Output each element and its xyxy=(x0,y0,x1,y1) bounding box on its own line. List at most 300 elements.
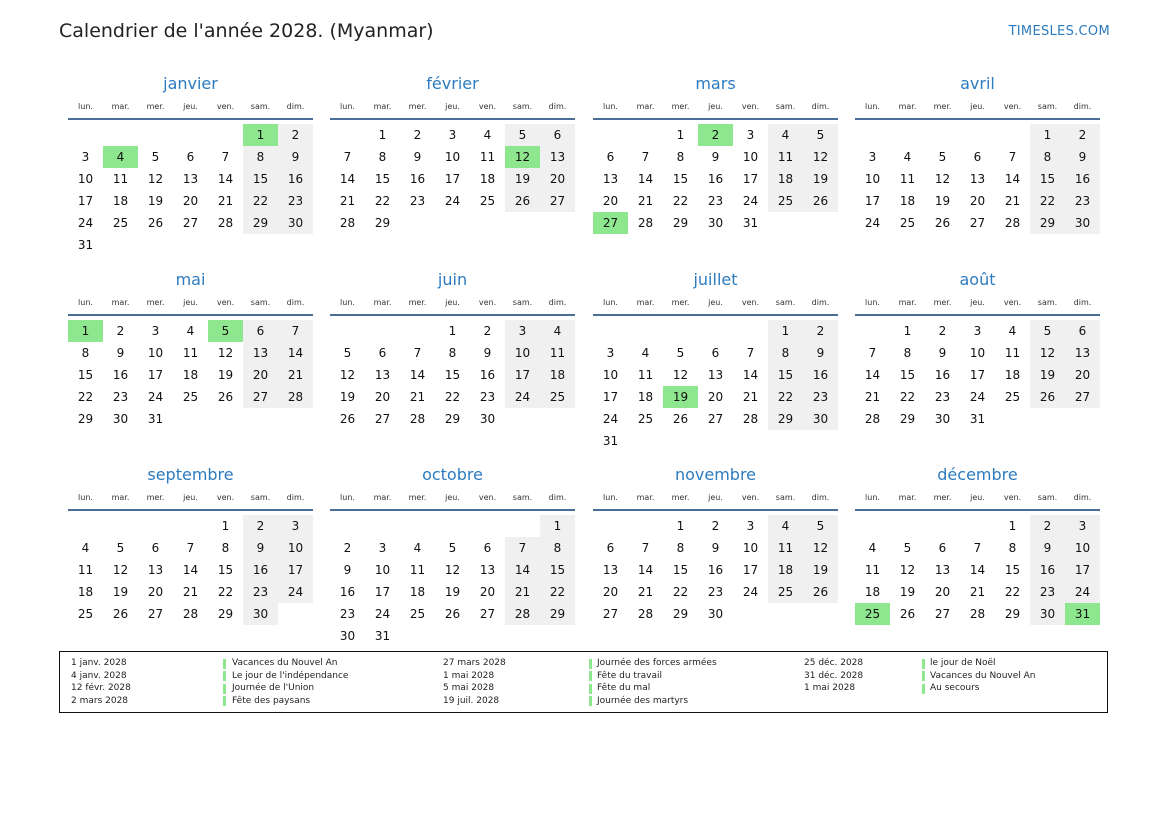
day-cell: 5 xyxy=(116,541,125,555)
page-title: Calendrier de l'année 2028. (Myanmar) xyxy=(59,20,434,42)
day-cell: 27 xyxy=(479,607,496,621)
weekday-label: dim. xyxy=(548,493,567,502)
day-cell: 17 xyxy=(864,194,881,208)
weekday-header xyxy=(68,493,313,507)
day-cell: 13 xyxy=(540,146,575,168)
day-cell: 9 xyxy=(1065,146,1100,168)
weekday-label: mar. xyxy=(636,298,655,307)
day-cell: 30 xyxy=(803,408,838,430)
day-cell: 10 xyxy=(147,346,164,360)
weekday-label: ven. xyxy=(1003,102,1022,111)
holiday-date: 12 févr. 2028 xyxy=(71,683,131,693)
weekday-label: jeu. xyxy=(445,493,460,502)
holiday-date: 31 déc. 2028 xyxy=(804,670,864,681)
weekday-label: ven. xyxy=(741,298,760,307)
day-cell: 3 xyxy=(81,150,90,164)
day-cell: 3 xyxy=(1065,515,1100,537)
day-cell: 18 xyxy=(864,585,881,599)
day-cell: 14 xyxy=(637,563,654,577)
weekday-label: dim. xyxy=(286,298,305,307)
weekday-label: ven. xyxy=(741,102,760,111)
weekday-label: lun. xyxy=(78,102,93,111)
day-cell: 16 xyxy=(339,585,356,599)
day-cell: 9 xyxy=(1030,537,1065,559)
day-cell: 13 xyxy=(602,172,619,186)
day-cell: 20 xyxy=(602,585,619,599)
day-cell: 21 xyxy=(969,585,986,599)
weekday-label: dim. xyxy=(1073,298,1092,307)
weekday-label: dim. xyxy=(811,102,830,111)
day-cell: 17 xyxy=(505,364,540,386)
day-cell: 26 xyxy=(217,390,234,404)
holiday-day-cell: 27 xyxy=(593,212,628,234)
holiday-day-cell: 12 xyxy=(505,146,540,168)
day-cell: 19 xyxy=(803,559,838,581)
day-cell: 4 xyxy=(81,541,90,555)
day-cell: 9 xyxy=(711,150,720,164)
weekday-label: lun. xyxy=(78,493,93,502)
day-cell: 12 xyxy=(803,537,838,559)
weekday-label: sam. xyxy=(775,493,796,502)
holiday-date: 25 déc. 2028 xyxy=(804,658,864,668)
weekday-label: ven. xyxy=(216,298,235,307)
weekday-label: mar. xyxy=(111,298,130,307)
day-cell: 4 xyxy=(903,150,912,164)
weekday-header xyxy=(593,298,838,312)
day-cell: 7 xyxy=(505,537,540,559)
site-link[interactable]: TIMESLES.COM xyxy=(1008,24,1110,39)
weekday-label: mar. xyxy=(111,493,130,502)
day-cell: 6 xyxy=(186,150,195,164)
holiday-day-cell: 19 xyxy=(663,386,698,408)
day-cell: 20 xyxy=(243,364,278,386)
day-cell: 8 xyxy=(221,541,230,555)
weekday-label: dim. xyxy=(1073,102,1092,111)
holiday-name: Journée de l'Union xyxy=(232,683,315,693)
day-cell: 13 xyxy=(707,368,724,382)
day-cell: 22 xyxy=(768,386,803,408)
weekday-label: mer. xyxy=(933,102,952,111)
weekday-header xyxy=(855,493,1100,507)
day-cell: 10 xyxy=(969,346,986,360)
day-cell: 20 xyxy=(707,390,724,404)
day-cell: 11 xyxy=(864,563,881,577)
day-cell: 18 xyxy=(899,194,916,208)
day-cell: 19 xyxy=(339,390,356,404)
day-cell: 6 xyxy=(151,541,160,555)
weekday-label: jeu. xyxy=(970,102,985,111)
holiday-marker xyxy=(589,696,592,706)
weekday-label: lun. xyxy=(340,493,355,502)
day-cell: 8 xyxy=(1030,146,1065,168)
day-cell: 8 xyxy=(243,146,278,168)
weekday-label: sam. xyxy=(250,493,271,502)
day-cell: 23 xyxy=(409,194,426,208)
day-cell: 5 xyxy=(803,124,838,146)
holiday-name: le jour de Noël xyxy=(930,658,996,668)
day-cell: 25 xyxy=(768,581,803,603)
holiday-marker xyxy=(223,671,226,681)
holiday-marker xyxy=(589,671,592,681)
day-cell: 24 xyxy=(969,390,986,404)
day-cell: 9 xyxy=(343,563,352,577)
month-name: avril xyxy=(960,74,995,93)
day-cell: 26 xyxy=(147,216,164,230)
month-name: septembre xyxy=(147,465,234,484)
holiday-day-cell: 5 xyxy=(208,320,243,342)
day-cell: 16 xyxy=(479,368,496,382)
day-cell: 23 xyxy=(707,194,724,208)
holiday-day-cell: 1 xyxy=(68,320,103,342)
day-cell: 27 xyxy=(540,190,575,212)
day-cell: 8 xyxy=(540,537,575,559)
day-cell: 3 xyxy=(746,128,755,142)
day-cell: 28 xyxy=(637,216,654,230)
day-cell: 28 xyxy=(864,412,881,426)
holiday-day-cell: 2 xyxy=(698,124,733,146)
day-cell: 6 xyxy=(378,346,387,360)
day-cell: 26 xyxy=(444,607,461,621)
day-cell: 25 xyxy=(768,190,803,212)
day-cell: 8 xyxy=(378,150,387,164)
day-cell: 28 xyxy=(182,607,199,621)
day-cell: 26 xyxy=(339,412,356,426)
day-cell: 16 xyxy=(707,172,724,186)
day-cell: 21 xyxy=(637,194,654,208)
day-cell: 30 xyxy=(278,212,313,234)
day-cell: 23 xyxy=(803,386,838,408)
day-cell: 2 xyxy=(1030,515,1065,537)
day-cell: 7 xyxy=(1008,150,1017,164)
day-cell: 29 xyxy=(444,412,461,426)
day-cell: 11 xyxy=(1004,346,1021,360)
day-cell: 21 xyxy=(505,581,540,603)
day-cell: 10 xyxy=(505,342,540,364)
day-cell: 15 xyxy=(217,563,234,577)
day-cell: 25 xyxy=(77,607,94,621)
day-cell: 27 xyxy=(602,607,619,621)
day-cell: 24 xyxy=(77,216,94,230)
holiday-date: 1 mai 2028 xyxy=(443,670,495,681)
weekday-label: sam. xyxy=(512,298,533,307)
day-cell: 28 xyxy=(278,386,313,408)
day-cell: 26 xyxy=(934,216,951,230)
holiday-day-cell: 4 xyxy=(103,146,138,168)
day-cell: 6 xyxy=(606,150,615,164)
day-cell: 29 xyxy=(540,603,575,625)
weekday-label: ven. xyxy=(478,102,497,111)
month-name: décembre xyxy=(937,465,1018,484)
day-cell: 12 xyxy=(112,563,129,577)
weekday-label: ven. xyxy=(478,298,497,307)
day-cell: 8 xyxy=(903,346,912,360)
day-cell: 18 xyxy=(1004,368,1021,382)
day-cell: 7 xyxy=(221,150,230,164)
day-cell: 13 xyxy=(374,368,391,382)
day-cell: 8 xyxy=(768,342,803,364)
header-divider xyxy=(593,118,838,120)
day-cell: 22 xyxy=(217,585,234,599)
holiday-name: Journée des martyrs xyxy=(597,695,689,706)
weekday-label: mar. xyxy=(373,298,392,307)
day-cell: 27 xyxy=(707,412,724,426)
day-cell: 4 xyxy=(768,515,803,537)
day-cell: 31 xyxy=(969,412,986,426)
month-name: octobre xyxy=(422,465,483,484)
day-cell: 11 xyxy=(479,150,496,164)
month-name: juillet xyxy=(693,270,738,289)
day-cell: 1 xyxy=(1008,519,1017,533)
day-cell: 24 xyxy=(1065,581,1100,603)
day-cell: 23 xyxy=(339,607,356,621)
weekday-label: mer. xyxy=(146,102,165,111)
day-cell: 23 xyxy=(1030,581,1065,603)
holiday-day-cell: 25 xyxy=(855,603,890,625)
day-cell: 7 xyxy=(868,346,877,360)
day-cell: 14 xyxy=(1004,172,1021,186)
weekday-label: mar. xyxy=(898,493,917,502)
day-cell: 24 xyxy=(864,216,881,230)
weekday-label: ven. xyxy=(216,102,235,111)
holiday-marker xyxy=(223,659,226,669)
month-name: mai xyxy=(175,270,206,289)
day-cell: 3 xyxy=(278,515,313,537)
day-cell: 11 xyxy=(409,563,426,577)
weekday-header xyxy=(330,493,575,507)
day-cell: 16 xyxy=(1030,559,1065,581)
day-cell: 29 xyxy=(1030,212,1065,234)
weekday-label: jeu. xyxy=(445,298,460,307)
day-cell: 20 xyxy=(602,194,619,208)
day-cell: 24 xyxy=(742,585,759,599)
day-cell: 28 xyxy=(1004,216,1021,230)
day-cell: 19 xyxy=(1030,364,1065,386)
day-cell: 10 xyxy=(444,150,461,164)
weekday-label: mar. xyxy=(373,493,392,502)
header-divider xyxy=(68,118,313,120)
day-cell: 11 xyxy=(112,172,129,186)
day-cell: 23 xyxy=(278,190,313,212)
day-cell: 5 xyxy=(343,346,352,360)
day-cell: 25 xyxy=(112,216,129,230)
weekday-label: ven. xyxy=(216,493,235,502)
day-cell: 22 xyxy=(1004,585,1021,599)
day-cell: 2 xyxy=(278,124,313,146)
day-cell: 14 xyxy=(637,172,654,186)
weekday-label: mar. xyxy=(636,102,655,111)
day-cell: 25 xyxy=(899,216,916,230)
day-cell: 10 xyxy=(374,563,391,577)
day-cell: 27 xyxy=(182,216,199,230)
day-cell: 21 xyxy=(864,390,881,404)
header-divider xyxy=(593,314,838,316)
day-cell: 29 xyxy=(899,412,916,426)
day-cell: 6 xyxy=(1065,320,1100,342)
day-cell: 11 xyxy=(768,537,803,559)
weekday-label: mar. xyxy=(111,102,130,111)
day-cell: 18 xyxy=(409,585,426,599)
weekday-label: dim. xyxy=(548,298,567,307)
day-cell: 30 xyxy=(479,412,496,426)
day-cell: 26 xyxy=(672,412,689,426)
holiday-day-cell: 31 xyxy=(1065,603,1100,625)
day-cell: 12 xyxy=(147,172,164,186)
header-divider xyxy=(330,118,575,120)
day-cell: 5 xyxy=(505,124,540,146)
day-cell: 21 xyxy=(742,390,759,404)
weekday-label: lun. xyxy=(865,493,880,502)
day-cell: 10 xyxy=(278,537,313,559)
day-cell: 9 xyxy=(413,150,422,164)
day-cell: 19 xyxy=(505,168,540,190)
day-cell: 29 xyxy=(672,216,689,230)
day-cell: 16 xyxy=(1065,168,1100,190)
day-cell: 5 xyxy=(676,346,685,360)
day-cell: 1 xyxy=(903,324,912,338)
day-cell: 4 xyxy=(1008,324,1017,338)
weekday-label: sam. xyxy=(250,102,271,111)
weekday-label: mar. xyxy=(898,298,917,307)
day-cell: 22 xyxy=(243,190,278,212)
day-cell: 17 xyxy=(374,585,391,599)
day-cell: 5 xyxy=(938,150,947,164)
day-cell: 23 xyxy=(707,585,724,599)
day-cell: 16 xyxy=(112,368,129,382)
weekday-label: mar. xyxy=(636,493,655,502)
weekday-header xyxy=(593,102,838,116)
weekday-label: mer. xyxy=(933,298,952,307)
day-cell: 4 xyxy=(483,128,492,142)
day-cell: 17 xyxy=(742,172,759,186)
day-cell: 1 xyxy=(221,519,230,533)
day-cell: 9 xyxy=(803,342,838,364)
holiday-name: Fête du mal xyxy=(597,683,651,693)
day-cell: 30 xyxy=(707,607,724,621)
day-cell: 18 xyxy=(637,390,654,404)
day-cell: 30 xyxy=(1065,212,1100,234)
day-cell: 14 xyxy=(217,172,234,186)
day-cell: 30 xyxy=(934,412,951,426)
day-cell: 16 xyxy=(934,368,951,382)
weekday-label: jeu. xyxy=(970,298,985,307)
day-cell: 21 xyxy=(339,194,356,208)
day-cell: 13 xyxy=(147,563,164,577)
weekday-label: ven. xyxy=(478,493,497,502)
day-cell: 2 xyxy=(343,541,352,555)
day-cell: 21 xyxy=(182,585,199,599)
day-cell: 13 xyxy=(934,563,951,577)
day-cell: 7 xyxy=(641,541,650,555)
day-cell: 26 xyxy=(505,190,540,212)
day-cell: 27 xyxy=(374,412,391,426)
day-cell: 28 xyxy=(339,216,356,230)
holiday-date: 1 janv. 2028 xyxy=(71,658,127,668)
weekday-label: dim. xyxy=(1073,493,1092,502)
day-cell: 9 xyxy=(483,346,492,360)
day-cell: 22 xyxy=(899,390,916,404)
month-name: mars xyxy=(695,74,736,93)
holiday-name: Vacances du Nouvel An xyxy=(232,658,338,668)
day-cell: 8 xyxy=(1008,541,1017,555)
day-cell: 16 xyxy=(803,364,838,386)
day-cell: 17 xyxy=(1065,559,1100,581)
day-cell: 27 xyxy=(934,607,951,621)
weekday-label: lun. xyxy=(603,493,618,502)
day-cell: 6 xyxy=(483,541,492,555)
day-cell: 28 xyxy=(505,603,540,625)
day-cell: 9 xyxy=(243,537,278,559)
day-cell: 15 xyxy=(672,172,689,186)
day-cell: 25 xyxy=(182,390,199,404)
day-cell: 18 xyxy=(540,364,575,386)
holiday-name: Fête du travail xyxy=(597,670,663,681)
day-cell: 11 xyxy=(899,172,916,186)
weekday-header xyxy=(68,298,313,312)
holiday-date: 19 juil. 2028 xyxy=(443,695,500,706)
weekday-label: sam. xyxy=(512,102,533,111)
weekday-label: jeu. xyxy=(708,493,723,502)
day-cell: 22 xyxy=(444,390,461,404)
day-cell: 16 xyxy=(278,168,313,190)
weekday-label: mer. xyxy=(146,493,165,502)
day-cell: 12 xyxy=(217,346,234,360)
day-cell: 20 xyxy=(540,168,575,190)
day-cell: 1 xyxy=(768,320,803,342)
day-cell: 24 xyxy=(147,390,164,404)
day-cell: 19 xyxy=(112,585,129,599)
holiday-day-cell: 1 xyxy=(243,124,278,146)
day-cell: 3 xyxy=(151,324,160,338)
day-cell: 15 xyxy=(768,364,803,386)
weekday-label: mer. xyxy=(671,298,690,307)
day-cell: 15 xyxy=(1030,168,1065,190)
day-cell: 7 xyxy=(746,346,755,360)
day-cell: 2 xyxy=(483,324,492,338)
day-cell: 17 xyxy=(742,563,759,577)
weekday-label: dim. xyxy=(286,493,305,502)
weekday-label: ven. xyxy=(741,493,760,502)
day-cell: 4 xyxy=(868,541,877,555)
day-cell: 19 xyxy=(803,168,838,190)
weekday-label: mer. xyxy=(408,493,427,502)
day-cell: 20 xyxy=(479,585,496,599)
day-cell: 14 xyxy=(969,563,986,577)
holiday-date: 27 mars 2028 xyxy=(443,658,506,668)
day-cell: 27 xyxy=(969,216,986,230)
weekday-label: sam. xyxy=(512,493,533,502)
holiday-marker xyxy=(589,684,592,694)
day-cell: 7 xyxy=(641,150,650,164)
day-cell: 12 xyxy=(934,172,951,186)
day-cell: 4 xyxy=(186,324,195,338)
day-cell: 15 xyxy=(540,559,575,581)
day-cell: 30 xyxy=(112,412,129,426)
day-cell: 13 xyxy=(479,563,496,577)
weekday-label: jeu. xyxy=(183,493,198,502)
day-cell: 29 xyxy=(768,408,803,430)
day-cell: 8 xyxy=(448,346,457,360)
day-cell: 19 xyxy=(934,194,951,208)
day-cell: 13 xyxy=(1065,342,1100,364)
weekday-label: jeu. xyxy=(445,102,460,111)
weekday-label: sam. xyxy=(1037,493,1058,502)
day-cell: 18 xyxy=(182,368,199,382)
day-cell: 1 xyxy=(378,128,387,142)
day-cell: 16 xyxy=(243,559,278,581)
header-divider xyxy=(68,509,313,511)
day-cell: 16 xyxy=(707,563,724,577)
day-cell: 29 xyxy=(374,216,391,230)
